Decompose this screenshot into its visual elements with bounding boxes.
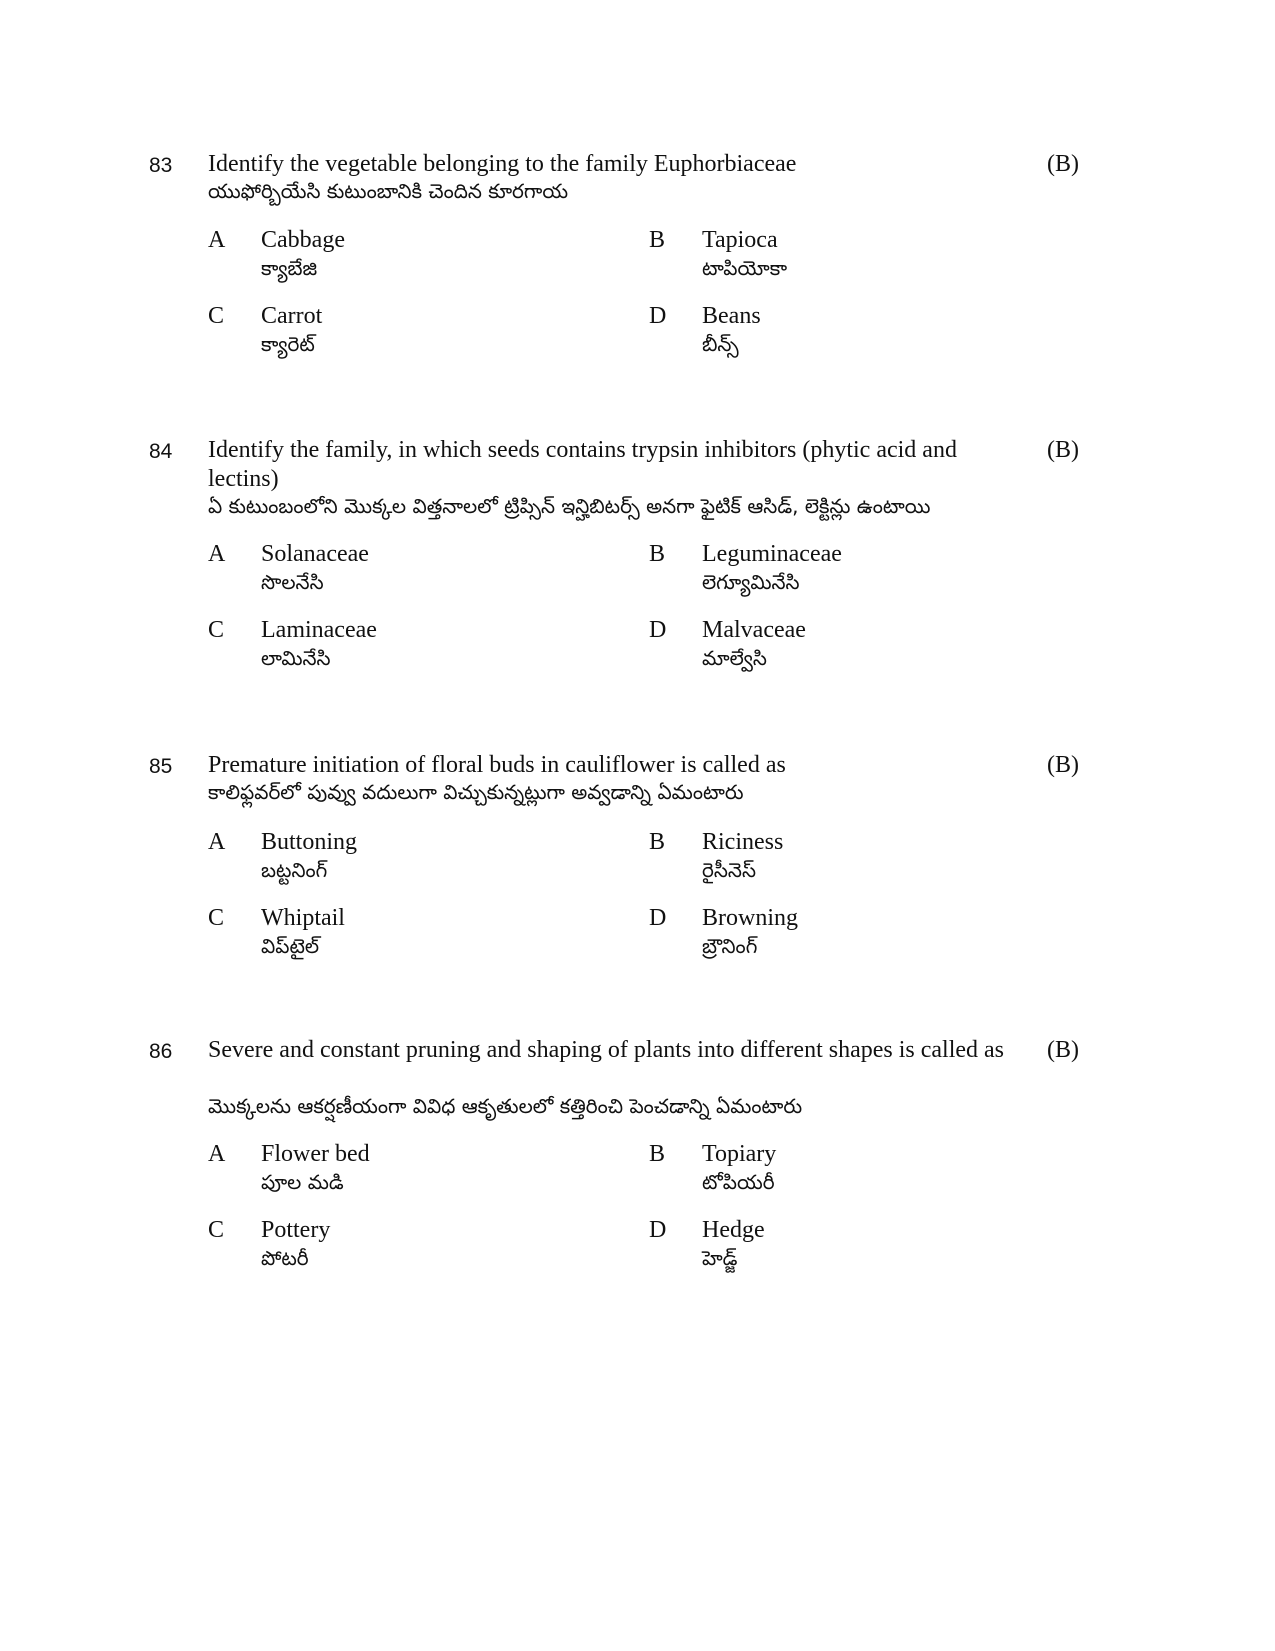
option-letter: B (649, 829, 666, 855)
option-letter: D (649, 303, 667, 329)
question-number: 84 (149, 440, 173, 463)
option-text-telugu: మాల్వేసి (702, 646, 767, 670)
option-text-telugu: బ్రౌనింగ్ (702, 934, 758, 958)
question-text: Severe and constant pruning and shaping of plants into different shapes is called as (208, 1037, 1005, 1063)
question-text: Identify the vegetable belonging to the family Euphorbiaceae (208, 151, 797, 177)
option-letter: D (649, 905, 667, 931)
option-letter: D (649, 617, 667, 643)
answer-key: (B) (1047, 151, 1079, 177)
question-text-telugu: యుఫోర్బియేసి కుటుంబానికి చెందిన కూరగాయ (208, 179, 569, 203)
option-text: Hedge (702, 1217, 765, 1243)
option-text: Topiary (702, 1141, 777, 1167)
option-text: Beans (702, 303, 761, 329)
option-text-telugu: బట్టనింగ్ (261, 858, 328, 882)
option-text-telugu: రైసీనెస్ (702, 858, 756, 882)
option-text: Browning (702, 905, 798, 931)
option-text-telugu: లామినేసి (261, 646, 331, 670)
option-text-telugu: పోటరీ (261, 1246, 309, 1270)
option-text: Riciness (702, 829, 784, 855)
option-text: Flower bed (261, 1141, 370, 1167)
option-text: Leguminaceae (702, 541, 842, 567)
option-text-telugu: టాపియోకా (702, 256, 788, 280)
option-text-telugu: టోపియరీ (702, 1170, 775, 1194)
question-number: 83 (149, 154, 173, 177)
question-text: Identify the family, in which seeds contains trypsin inhibitors (phytic acid and lectins) (208, 437, 957, 492)
option-letter: C (208, 617, 225, 643)
option-text-telugu: లెగ్యూమినేసి (702, 570, 800, 594)
answer-key: (B) (1047, 752, 1079, 778)
option-text-telugu: క్యాబేజి (261, 256, 318, 280)
answer-key: (B) (1047, 1037, 1079, 1063)
option-text-telugu: పూల మడి (261, 1170, 344, 1194)
question-number: 86 (149, 1040, 173, 1063)
option-letter: A (208, 227, 226, 253)
option-letter: B (649, 227, 666, 253)
option-text: Pottery (261, 1217, 331, 1243)
option-text-telugu: క్యారెట్ (261, 332, 315, 356)
option-text: Whiptail (261, 905, 345, 931)
option-text: Malvaceae (702, 617, 806, 643)
option-text: Carrot (261, 303, 323, 329)
question-text-telugu: కాలిఫ్లవర్‌లో పువ్వు వదులుగా విచ్చుకున్నట్లుగా అవ్వడాన్ని ఏమంటారు (208, 780, 744, 804)
option-text: Tapioca (702, 227, 778, 253)
option-text-telugu: హెడ్జ్ (702, 1246, 738, 1270)
answer-key: (B) (1047, 437, 1079, 463)
option-text-telugu: సొలనేసి (261, 570, 324, 594)
option-letter: B (649, 1141, 666, 1167)
option-letter: D (649, 1217, 667, 1243)
question-text: Premature initiation of floral buds in cauliflower is called as (208, 752, 786, 778)
option-text: Buttoning (261, 829, 358, 855)
option-letter: B (649, 541, 666, 567)
option-letter: C (208, 303, 225, 329)
option-text: Solanaceae (261, 541, 369, 567)
question-text-telugu: మొక్కలను ఆకర్షణీయంగా వివిధ ఆకృతులలో కత్తిరించి పెంచడాన్ని ఏమంటారు (208, 1094, 803, 1118)
option-letter: A (208, 1141, 226, 1167)
option-text-telugu: బీన్స్ (702, 332, 739, 356)
option-letter: C (208, 905, 225, 931)
option-text: Cabbage (261, 227, 345, 253)
option-text: Laminaceae (261, 617, 377, 643)
option-letter: A (208, 541, 226, 567)
option-letter: C (208, 1217, 225, 1243)
option-text-telugu: విప్‌టైల్ (261, 934, 320, 958)
option-letter: A (208, 829, 226, 855)
question-text-telugu: ఏ కుటుంబంలోని మొక్కల విత్తనాలలో ట్రిప్సిన్ ఇన్హిబిటర్స్ అనగా ఫైటిక్ ఆసిడ్, లెక్టిన్లు ఉంటాయి (208, 494, 931, 518)
question-number: 85 (149, 755, 173, 778)
